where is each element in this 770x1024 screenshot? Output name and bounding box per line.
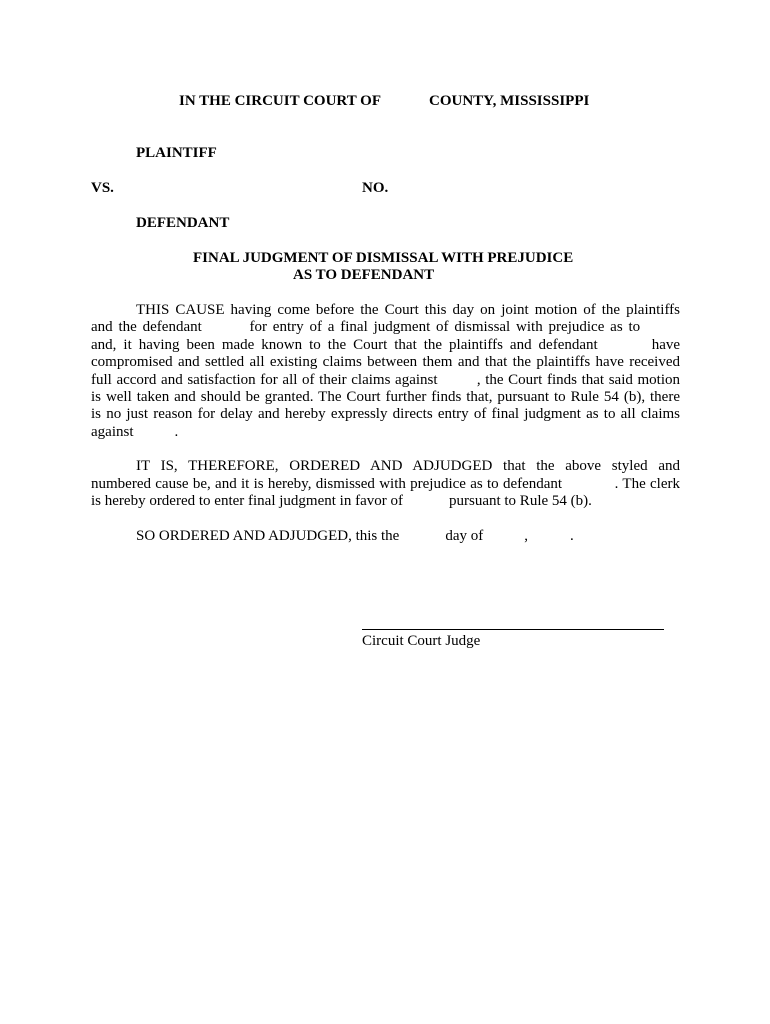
- defendant-label: DEFENDANT: [136, 215, 230, 231]
- body-text: SO ORDERED AND ADJUDGED, this the: [136, 528, 400, 544]
- body-text: against: [91, 424, 134, 440]
- body-line: [91, 476, 680, 493]
- body-line: [136, 528, 680, 545]
- blank-space: [442, 383, 472, 384]
- body-text: numbered cause be, and it is hereby, dismissed with prejudice as to defendant: [91, 476, 563, 492]
- signature-label: Circuit Court Judge: [362, 633, 481, 649]
- body-text: for entry of a final judgment of dismissal with prejudice as to: [249, 319, 641, 335]
- blank-space: [566, 487, 610, 488]
- body-line: [91, 493, 680, 510]
- blank-space: [605, 348, 645, 349]
- signature-line: [362, 629, 664, 630]
- vs-label: VS.: [91, 180, 114, 196]
- body-line: [136, 302, 680, 319]
- body-text: THIS CAUSE having come before the Court this day on joint motion of the plaintiffs: [136, 302, 680, 318]
- body-line: [91, 337, 680, 354]
- blank-space: [646, 330, 680, 331]
- body-text: have: [651, 337, 681, 353]
- body-text: .: [570, 528, 574, 544]
- body-text: pursuant to Rule 54 (b).: [448, 493, 592, 509]
- body-line: [91, 424, 680, 441]
- body-text: is hereby ordered to enter final judgment in favor of: [91, 493, 403, 509]
- body-text: is well taken and should be granted. The Court further finds that, pursuant to Rule 54 (b), there: [91, 389, 680, 405]
- blank-space: [528, 539, 570, 540]
- body-line: [91, 354, 680, 371]
- blank-space: [483, 539, 524, 540]
- body-line: [91, 406, 680, 423]
- body-text: and the defendant: [91, 319, 202, 335]
- body-text: and, it having been made known to the Court that the plaintiffs and defendant: [91, 337, 598, 353]
- case-number-label: NO.: [362, 180, 389, 196]
- body-text: IT IS, THEREFORE, ORDERED AND ADJUDGED that the above styled and: [136, 458, 680, 474]
- court-heading-left: IN THE CIRCUIT COURT OF: [179, 93, 382, 109]
- body-line: [91, 389, 680, 406]
- blank-space: [403, 504, 449, 505]
- body-text: compromised and settled all existing claims between them and that the plaintiffs have received: [91, 354, 680, 370]
- body-text: is no just reason for delay and hereby expressly directs entry of final judgment as to all claims: [91, 406, 680, 422]
- document-title-line-2: AS TO DEFENDANT: [293, 267, 435, 283]
- body-text: full accord and satisfaction for all of their claims against: [91, 372, 438, 388]
- body-line: [136, 458, 680, 475]
- body-text: , the Court finds that said motion: [476, 372, 681, 388]
- body-text: .: [174, 424, 179, 440]
- body-line: [91, 372, 680, 389]
- court-heading-right: COUNTY, MISSISSIPPI: [429, 93, 590, 109]
- body-line: [91, 319, 680, 336]
- blank-space: [134, 435, 175, 436]
- plaintiff-label: PLAINTIFF: [136, 145, 217, 161]
- body-text: day of: [445, 528, 484, 544]
- document-title-line-1: FINAL JUDGMENT OF DISMISSAL WITH PREJUDICE: [193, 250, 574, 266]
- blank-space: [208, 330, 244, 331]
- body-text: . The clerk: [614, 476, 680, 492]
- body-text: ,: [524, 528, 528, 544]
- blank-space: [399, 539, 445, 540]
